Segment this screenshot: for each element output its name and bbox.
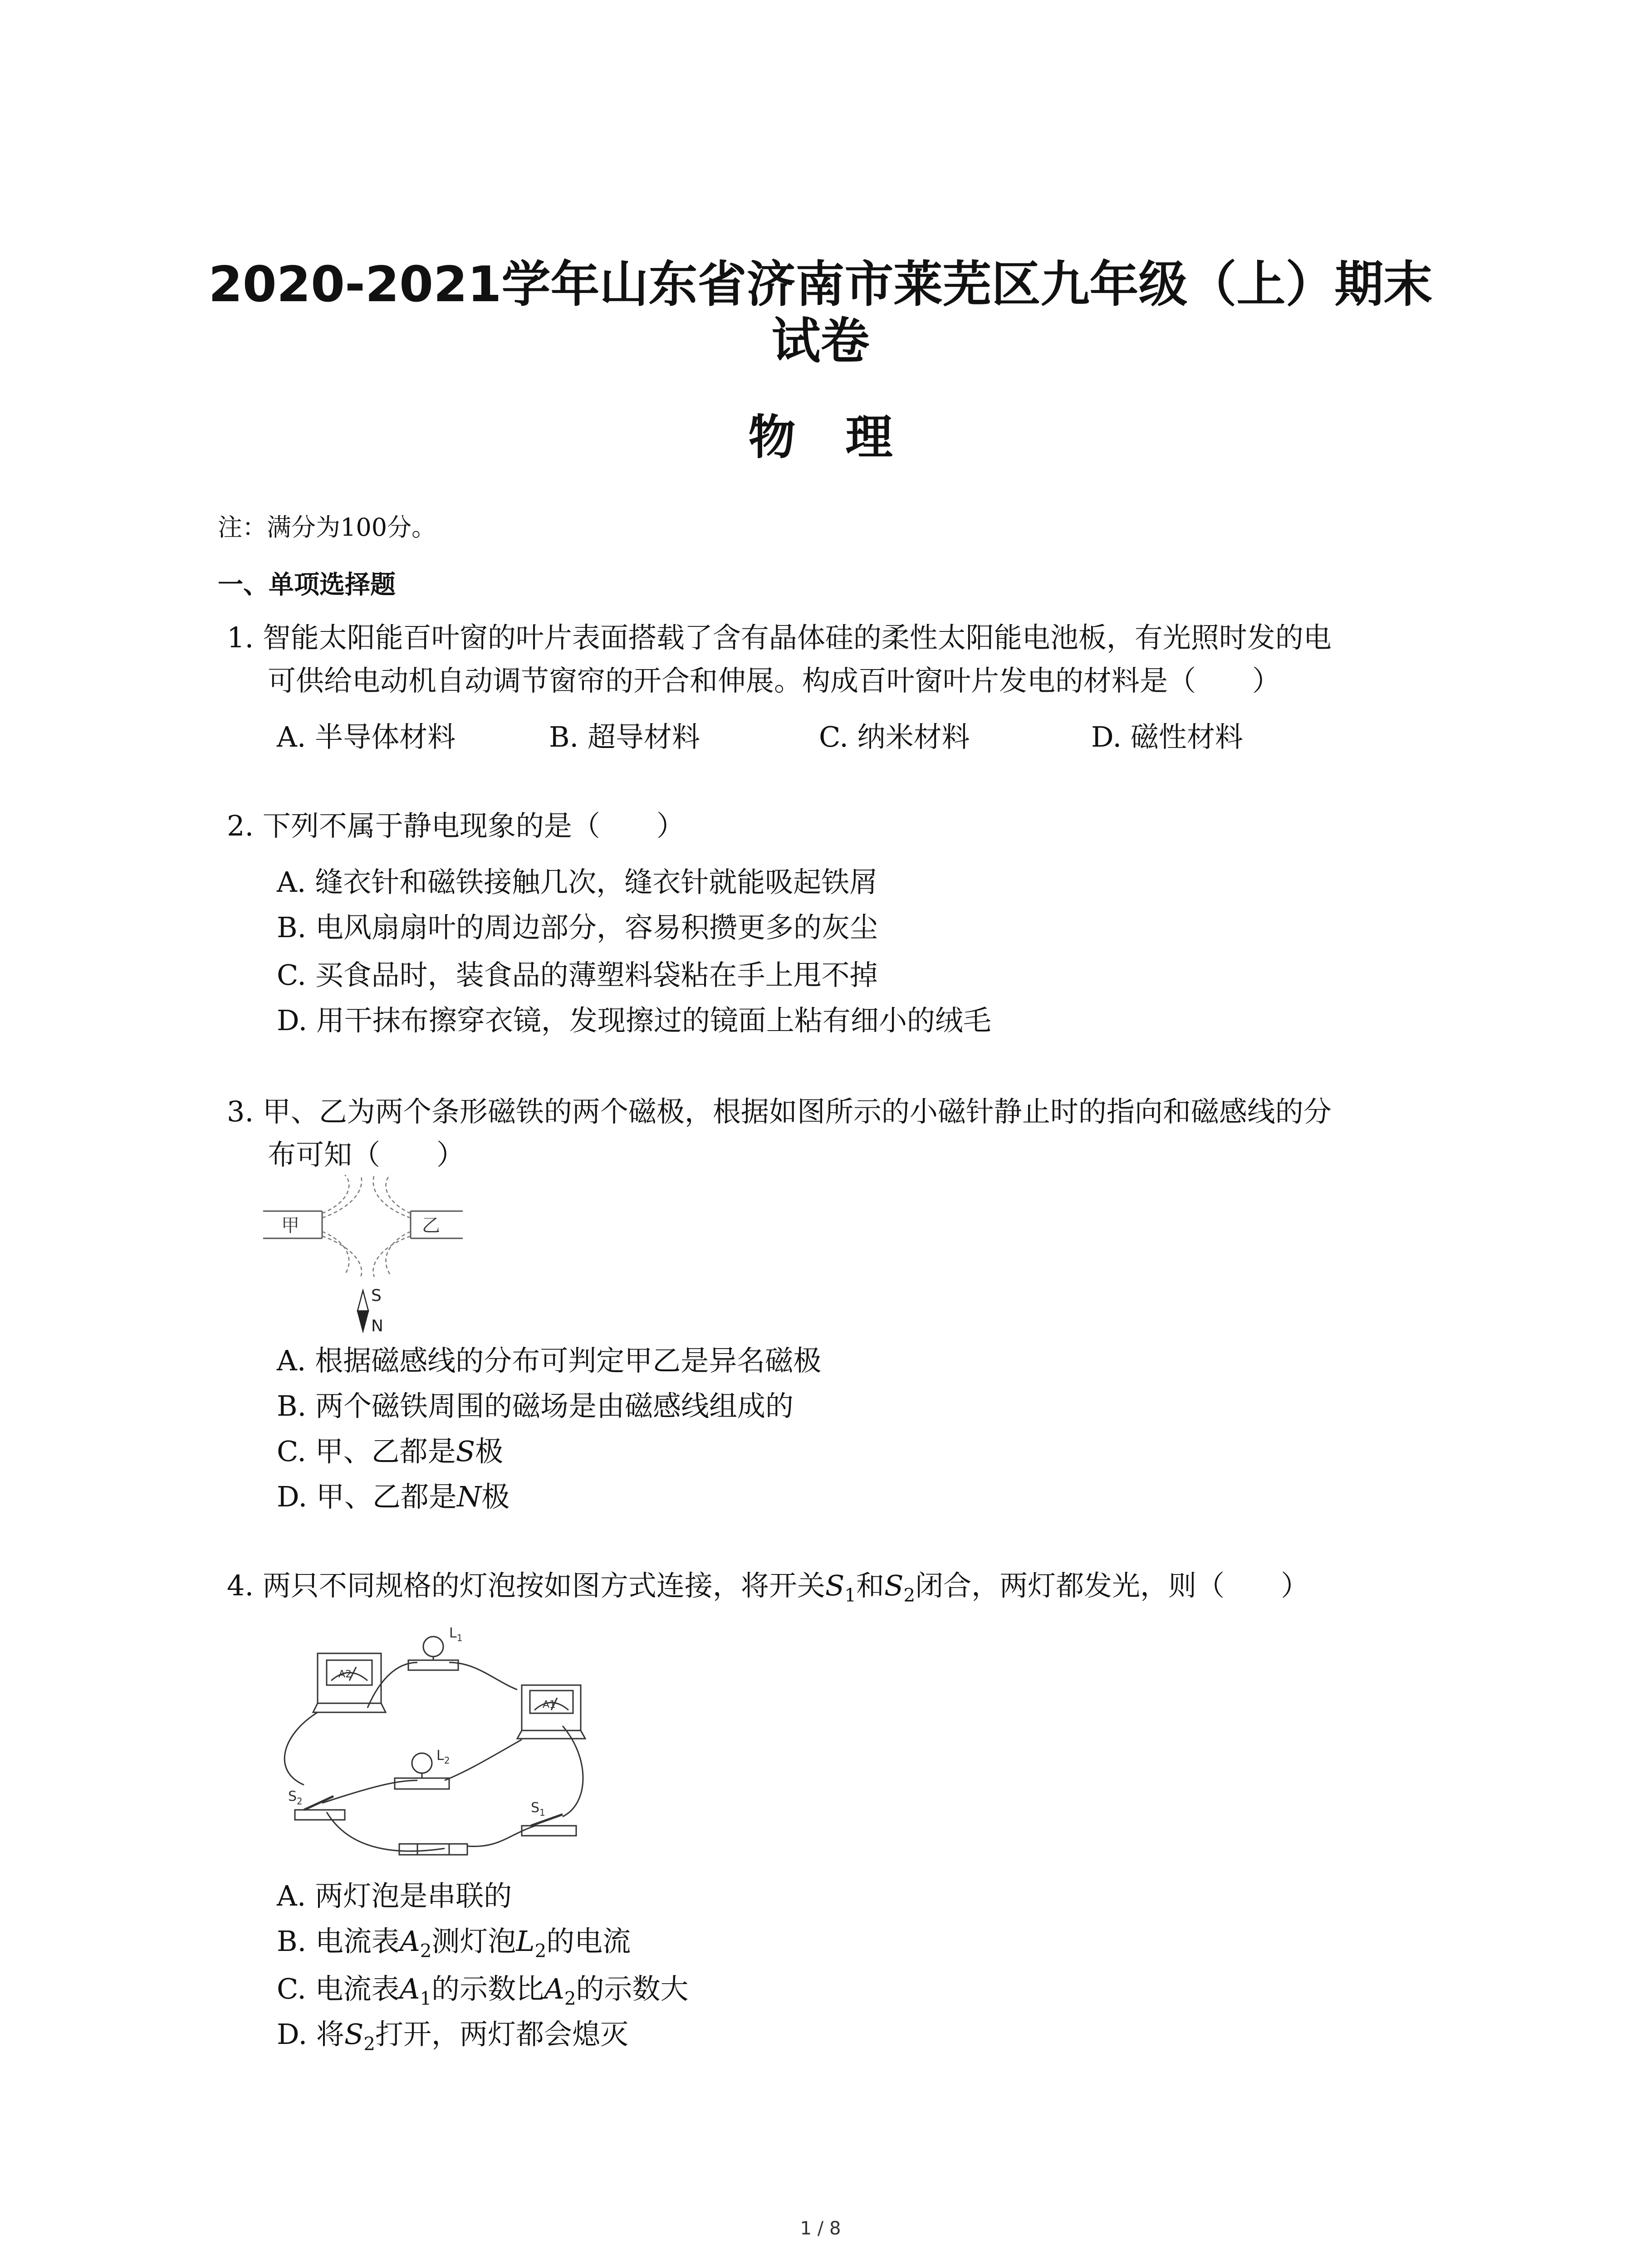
q4-c-pre: C. 电流表 — [277, 1972, 400, 2005]
q4-c-post: 的示数大 — [576, 1972, 689, 2005]
q4-d-post: 打开，两灯都会熄灭 — [375, 2018, 629, 2051]
page-number: 1 / 8 — [800, 2218, 841, 2239]
q3-d-post: 极 — [481, 1480, 510, 1513]
q4-b-sub1: 2 — [420, 1940, 432, 1962]
q4-d-var: S — [344, 2018, 364, 2051]
title-line-2: 试卷 — [771, 313, 870, 370]
q4-b-var1: A — [399, 1925, 420, 1958]
q3-option-c — [277, 1429, 503, 1469]
needle-s-half — [358, 1290, 368, 1311]
q4-s1: S — [825, 1569, 845, 1602]
wire — [284, 1712, 318, 1785]
q4-c-sub1: 1 — [420, 1988, 432, 2009]
circuit-figure — [263, 1622, 626, 1867]
q3-stem-line-1: 3. 甲、乙为两个条形磁铁的两个磁极，根据如图所示的小磁针静止时的指向和磁感线的分 — [227, 1095, 1332, 1128]
q4-option-c — [277, 1966, 689, 2009]
q4-stem-pre: 4. 两只不同规格的灯泡按如图方式连接，将开关 — [227, 1569, 825, 1602]
subject-title: 物理 — [748, 409, 943, 465]
q1-option-c: C. 纳米材料 — [819, 720, 970, 753]
q4-stem — [227, 1569, 1309, 1606]
q4-b-post: 的电流 — [546, 1925, 631, 1958]
magnet-right-label: 乙 — [422, 1215, 440, 1236]
q3-d-pre: D. 甲、乙都是 — [277, 1480, 457, 1513]
needle-n-half — [358, 1311, 368, 1331]
q4-b-mid: 测灯泡 — [431, 1925, 516, 1958]
q4-option-d — [277, 2012, 628, 2054]
q4-c-mid: 的示数比 — [431, 1972, 544, 2005]
q4-c-var2: A — [544, 1972, 564, 2005]
q2-option-c: C. 买食品时，装食品的薄塑料袋粘在手上甩不掉 — [277, 958, 878, 992]
score-note: 注：满分为100分。 — [218, 513, 436, 542]
q3-option-a: A. 根据磁感线的分布可判定甲乙是异名磁极 — [277, 1344, 822, 1377]
q4-s2: S — [884, 1569, 904, 1602]
q4-b-var2: L — [516, 1925, 535, 1958]
q3-d-var: N — [456, 1480, 482, 1513]
q1-stem-line-2: 可供给电动机自动调节窗帘的开合和伸展。构成百叶窗叶片发电的材料是（ ） — [268, 664, 1281, 697]
q1-option-a: A. 半导体材料 — [277, 720, 456, 753]
switch-s1-label: $S_1$ — [531, 1800, 545, 1818]
q4-c-var1: A — [399, 1972, 420, 2005]
q3-c-post: 极 — [475, 1435, 504, 1468]
q4-s1-sub: 1 — [844, 1584, 856, 1606]
bulb-l1-label: $L_1$ — [449, 1625, 463, 1643]
q2-option-d: D. 用干抹布擦穿衣镜，发现擦过的镜面上粘有细小的绒毛 — [277, 1004, 991, 1037]
title-line-1: 2020-2021学年山东省济南市莱芜区九年级（上）期末 — [208, 256, 1433, 313]
q4-option-a: A. 两灯泡是串联的 — [277, 1879, 512, 1912]
q1-option-b: B. 超导材料 — [549, 720, 700, 753]
q4-and: 和 — [856, 1569, 885, 1602]
q2-stem: 2. 下列不属于静电现象的是（ ） — [227, 809, 685, 842]
q4-option-b — [277, 1919, 631, 1961]
switch-s2-label: $S_2$ — [288, 1789, 303, 1807]
q4-d-sub: 2 — [363, 2033, 376, 2055]
field-lines — [322, 1175, 411, 1277]
q3-stem-line-2: 布可知（ ） — [268, 1138, 465, 1171]
q4-c-sub2: 2 — [564, 1988, 576, 2009]
q3-c-var: S — [456, 1435, 475, 1468]
ammeter-a2-label: A2 — [338, 1669, 352, 1680]
q4-b-sub2: 2 — [534, 1940, 547, 1962]
q3-option-b: B. 两个磁铁周围的磁场是由磁感线组成的 — [277, 1389, 794, 1422]
ammeter-a1-label: A1 — [543, 1699, 556, 1711]
q1-stem-line-1: 1. 智能太阳能百叶窗的叶片表面搭载了含有晶体硅的柔性太阳能电池板，有光照时发的电 — [227, 621, 1332, 654]
needle-n-label: N — [371, 1317, 383, 1335]
q4-d-pre: D. 将 — [277, 2018, 344, 2051]
section-heading: 一、单项选择题 — [218, 570, 396, 600]
bulb-l2-label: $L_2$ — [436, 1748, 450, 1766]
q3-option-d — [277, 1474, 509, 1515]
magnet-field-figure — [254, 1175, 481, 1338]
q1-option-d: D. 磁性材料 — [1091, 720, 1243, 753]
q4-b-pre: B. 电流表 — [277, 1925, 400, 1958]
magnet-left-label: 甲 — [281, 1215, 299, 1236]
q2-option-b: B. 电风扇扇叶的周边部分，容易积攒更多的灰尘 — [277, 911, 878, 944]
q4-s2-sub: 2 — [903, 1584, 916, 1606]
q4-stem-post: 闭合，两灯都发光，则（ ） — [915, 1569, 1309, 1602]
needle-s-label: S — [371, 1286, 382, 1305]
q3-c-pre: C. 甲、乙都是 — [277, 1435, 456, 1468]
q2-option-a: A. 缝衣针和磁铁接触几次，缝衣针就能吸起铁屑 — [277, 865, 878, 899]
